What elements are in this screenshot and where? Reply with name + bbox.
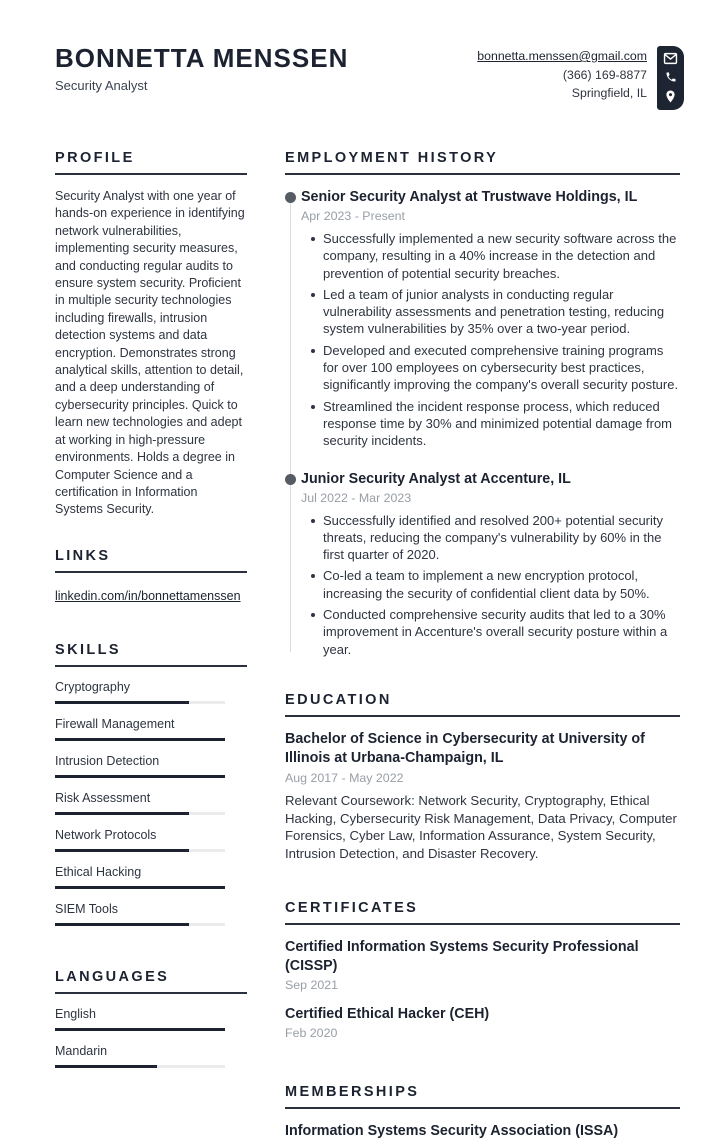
skill-bar — [55, 886, 225, 889]
job-bullet: Conducted comprehensive security audits that led to a 30% improvement in Accenture's overall security posture within a year. — [323, 606, 680, 658]
language-item — [55, 1044, 247, 1068]
skill-item — [55, 865, 247, 889]
location-text: Springfield, IL — [571, 86, 647, 100]
header — [0, 0, 724, 110]
job-entry — [301, 470, 680, 658]
profile-heading: PROFILE — [55, 150, 247, 175]
skill-label: Firewall Management — [55, 716, 175, 731]
certificate-dates: Sep 2021 — [285, 978, 339, 993]
location-icon — [665, 90, 676, 103]
job-dates: Jul 2022 - Mar 2023 — [301, 490, 412, 505]
job-bullet-list — [301, 512, 680, 658]
skill-item — [55, 717, 247, 741]
education-dates: Aug 2017 - May 2022 — [285, 770, 404, 785]
email-link[interactable]: bonnetta.menssen@gmail.com — [477, 49, 647, 63]
job-title: Junior Security Analyst at Accenture, IL — [301, 470, 571, 487]
skills-heading: SKILLS — [55, 642, 247, 667]
skill-label: Network Protocols — [55, 827, 157, 842]
skill-bar-fill — [55, 775, 225, 778]
profile-section — [55, 150, 247, 519]
contact-block — [477, 46, 684, 110]
left-column — [55, 150, 247, 1141]
skill-label: Ethical Hacking — [55, 864, 142, 879]
skill-bar-fill — [55, 701, 189, 704]
skill-label: Cryptography — [55, 679, 131, 694]
job-bullet-list — [301, 230, 680, 450]
skill-bar — [55, 701, 225, 704]
timeline-dot — [285, 192, 296, 203]
job-bullet: Streamlined the incident response process, which reduced response time by 30% and minimized potential damage from security incidents. — [323, 398, 680, 450]
skill-bar — [55, 775, 225, 778]
certificates-heading: CERTIFICATES — [285, 900, 680, 925]
right-column — [285, 150, 680, 1141]
links-heading: LINKS — [55, 548, 247, 573]
membership-entry — [285, 1122, 680, 1141]
phone-icon — [665, 71, 677, 83]
content-columns — [0, 110, 724, 1141]
skills-section — [55, 642, 247, 926]
contact-icon-bar — [657, 46, 684, 110]
skill-bar — [55, 923, 225, 926]
language-bar — [55, 1028, 225, 1031]
certificate-entry — [285, 938, 680, 992]
skill-item — [55, 754, 247, 778]
certificate-dates: Feb 2020 — [285, 1026, 338, 1041]
language-bar-fill — [55, 1065, 157, 1068]
membership-title: Information Systems Security Association (ISSA) — [285, 1123, 619, 1140]
language-bar-fill — [55, 1028, 225, 1031]
job-bullet: Co-led a team to implement a new encryption protocol, increasing the security of confidential client data by 50%. — [323, 567, 680, 602]
skill-bar — [55, 812, 225, 815]
profile-text: Security Analyst with one year of hands-on experience in identifying network vulnerabilities, implementing security measures, and conducting regular audits to ensure system security. Proficient in multiple security technologies including firewalls, intrusion detection systems and data encryption. Demonstrates strong analytical skills, attention to detail, and a deep understanding of cybersecurity principles. Quick to learn new technologies and adept at working in high-pressure environments. Holds a degree in Computer Science and a certification in Information Systems Security. — [55, 189, 245, 517]
job-bullet: Successfully identified and resolved 200+ potential security threats, reducing the company's vulnerability by 60% in the first quarter of 2020. — [323, 512, 680, 564]
skill-bar-fill — [55, 886, 225, 889]
skill-bar-fill — [55, 812, 189, 815]
job-bullet: Led a team of junior analysts in conducting regular vulnerability assessments and penetration testing, reducing system vulnerabilities by 35% over a two-year period. — [323, 286, 680, 338]
education-section — [285, 692, 680, 862]
language-bar — [55, 1065, 225, 1068]
language-label: English — [55, 1006, 96, 1021]
degree-title: Bachelor of Science in Cybersecurity at University of Illinois at Urbana-Champaign, IL — [285, 730, 645, 767]
memberships-section — [285, 1084, 680, 1141]
employment-heading: EMPLOYMENT HISTORY — [285, 150, 680, 175]
employment-timeline — [285, 188, 680, 658]
job-entry — [301, 188, 680, 450]
phone-number: (366) 169-8877 — [562, 67, 647, 82]
memberships-heading: MEMBERSHIPS — [285, 1084, 680, 1109]
job-bullet: Successfully implemented a new security software across the company, resulting in a 40% increase in the detection and prevention of potential security breaches. — [323, 230, 680, 282]
skill-item — [55, 828, 247, 852]
skill-item — [55, 680, 247, 704]
skill-bar-fill — [55, 923, 189, 926]
linkedin-link[interactable]: linkedin.com/in/bonnettamenssen — [55, 588, 241, 603]
job-bullet: Developed and executed comprehensive training programs for over 100 employees on cybersecurity best practices, significantly improving the company's overall security posture. — [323, 342, 679, 393]
education-entry — [285, 730, 680, 862]
certificates-section — [285, 900, 680, 1040]
job-dates: Apr 2023 - Present — [301, 209, 406, 223]
language-item — [55, 1007, 247, 1031]
skill-label: SIEM Tools — [55, 901, 118, 916]
certificate-title: Certified Ethical Hacker (CEH) — [285, 1006, 490, 1023]
identity-block — [55, 44, 348, 93]
language-label: Mandarin — [55, 1043, 108, 1058]
skill-bar — [55, 738, 225, 741]
person-name: BONNETTA MENSSEN — [55, 43, 349, 73]
skill-bar — [55, 849, 225, 852]
skill-label: Intrusion Detection — [55, 753, 160, 768]
skill-bar-fill — [55, 849, 189, 852]
skill-item — [55, 791, 247, 815]
education-heading: EDUCATION — [285, 692, 680, 717]
employment-section — [285, 150, 680, 658]
skill-bar-fill — [55, 738, 225, 741]
person-job-title: Security Analyst — [55, 77, 148, 93]
languages-section — [55, 969, 247, 1068]
certificate-entry — [285, 1005, 680, 1040]
certificate-title: Certified Information Systems Security Professional (CISSP) — [285, 939, 639, 975]
timeline-line — [290, 196, 291, 652]
skill-label: Risk Assessment — [55, 790, 151, 805]
languages-heading: LANGUAGES — [55, 969, 247, 994]
contact-details — [477, 46, 647, 110]
mail-icon — [664, 53, 677, 64]
skill-item — [55, 902, 247, 926]
job-title: Senior Security Analyst at Trustwave Holdings, IL — [301, 189, 638, 205]
education-description: Relevant Coursework: Network Security, Cryptography, Ethical Hacking, Cybersecurity Risk Management, Data Privacy, Computer Forensics, Cyber Law, Information Assurance, System Security, Intrusion Detection, and Disaster Recovery. — [285, 792, 677, 861]
links-section — [55, 548, 247, 605]
timeline-dot — [285, 474, 296, 485]
